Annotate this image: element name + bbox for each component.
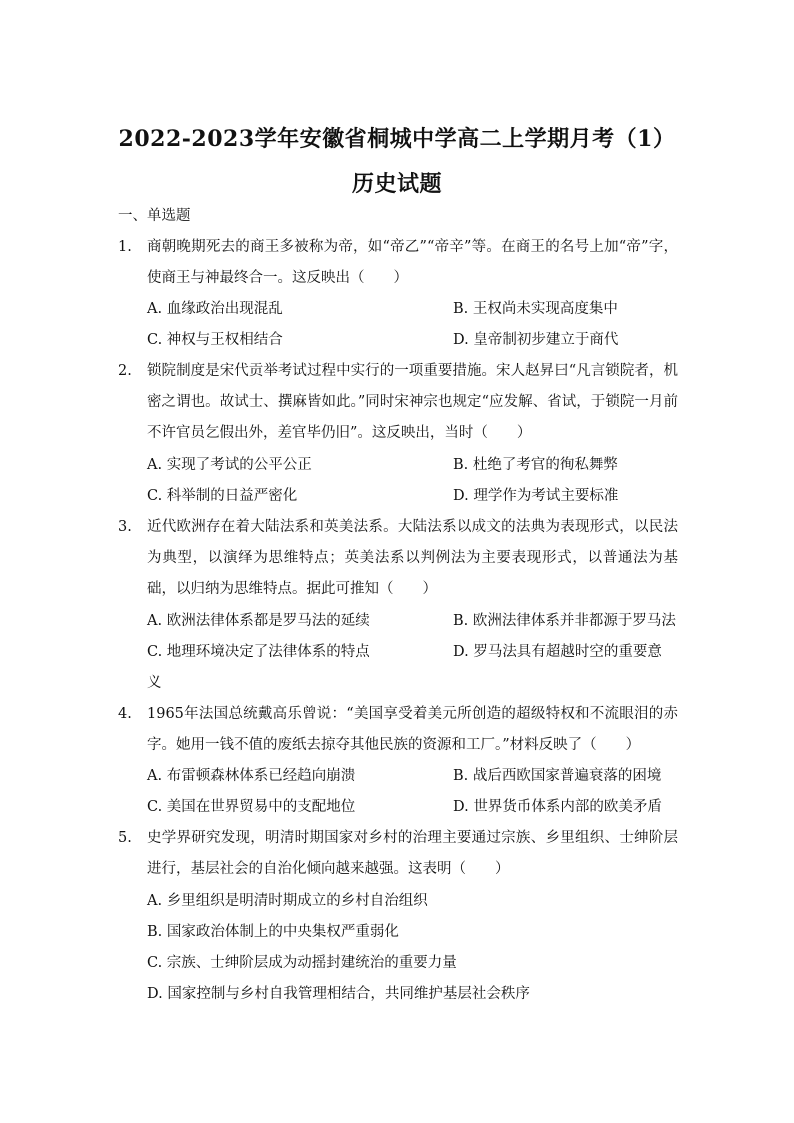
question-4-options <box>147 761 677 823</box>
option-b: B. 杜绝了考官的徇私舞弊 <box>453 457 618 473</box>
option-d: D. 罗马法具有超越时空的重要意 <box>453 644 662 660</box>
question-stem: 1965年法国总统戴高乐曾说：“美国享受着美元所创造的超级特权和不流眼泪的赤字。她用一钱不值的废纸去掠夺其他民族的资源和工厂。”材料反映了（ ） <box>147 706 678 753</box>
option-d-continuation: 义 <box>147 675 162 691</box>
question-stem: 锁院制度是宋代贡举考试过程中实行的一项重要措施。宋人赵昇曰“凡言锁院者，机密之谓也。故试士、撰麻皆如此。”同时宋神宗也规定“应发解、省试，于锁院一月前不许官员乞假出外，差官毕仍旧”。这反映出，当时（ ） <box>147 363 678 441</box>
option-d: D. 世界货币体系内部的欧美矛盾 <box>453 799 662 815</box>
option-c: C. 地理环境决定了法律体系的特点 <box>147 644 370 660</box>
question-5-options <box>147 886 677 1010</box>
option-b: B. 战后西欧国家普遍衰落的困境 <box>453 768 662 784</box>
option-b: B. 国家政治体制上的中央集权严重弱化 <box>147 924 399 940</box>
option-a: A. 乡里组织是明清时期成立的乡村自治组织 <box>147 893 428 909</box>
question-stem: 近代欧洲存在着大陆法系和英美法系。大陆法系以成文的法典为表现形式，以民法为典型，以演绎为思维特点；英美法系以判例法为主要表现形式，以普通法为基础，以归纳为思维特点。据此可推知（ ） <box>147 519 678 597</box>
question-2-options <box>147 450 677 512</box>
option-a: A. 血缘政治出现混乱 <box>147 301 283 317</box>
exam-title: 2022-2023学年安徽省桐城中学高二上学期月考（1） <box>118 126 676 152</box>
question-stem: 史学界研究发现，明清时期国家对乡村的治理主要通过宗族、乡里组织、士绅阶层进行，基层社会的自治化倾向越来越强。这表明（ ） <box>147 830 678 877</box>
question-1 <box>118 232 678 294</box>
question-4 <box>118 699 678 761</box>
option-b: B. 欧洲法律体系并非都源于罗马法 <box>453 613 676 629</box>
question-3 <box>118 512 678 605</box>
option-c: C. 美国在世界贸易中的支配地位 <box>147 799 356 815</box>
option-d: D. 国家控制与乡村自我管理相结合，共同维护基层社会秩序 <box>147 986 530 1002</box>
option-d: D. 皇帝制初步建立于商代 <box>453 332 619 348</box>
section-heading: 一、单选题 <box>118 208 191 224</box>
question-number: 5. <box>118 830 132 846</box>
question-5 <box>118 823 678 885</box>
option-d: D. 理学作为考试主要标准 <box>453 488 619 504</box>
question-2 <box>118 356 678 449</box>
exam-subtitle: 历史试题 <box>351 171 442 197</box>
option-a: A. 欧洲法律体系都是罗马法的延续 <box>147 613 370 629</box>
option-b: B. 王权尚未实现高度集中 <box>453 301 618 317</box>
option-c: C. 神权与王权相结合 <box>147 332 283 348</box>
question-stem: 商朝晚期死去的商王多被称为帝，如“帝乙”“帝辛”等。在商王的名号上加“帝”字，使商王与神最终合一。这反映出（ ） <box>147 239 678 286</box>
option-c: C. 宗族、士绅阶层成为动摇封建统治的重要力量 <box>147 955 457 971</box>
question-number: 1. <box>118 239 132 255</box>
question-number: 2. <box>118 363 132 379</box>
option-a: A. 布雷顿森林体系已经趋向崩溃 <box>147 768 356 784</box>
question-1-options <box>147 294 677 356</box>
question-number: 4. <box>118 706 132 722</box>
option-a: A. 实现了考试的公平公正 <box>147 457 312 473</box>
question-number: 3. <box>118 519 132 535</box>
option-c: C. 科举制的日益严密化 <box>147 488 298 504</box>
question-3-options <box>147 606 677 699</box>
